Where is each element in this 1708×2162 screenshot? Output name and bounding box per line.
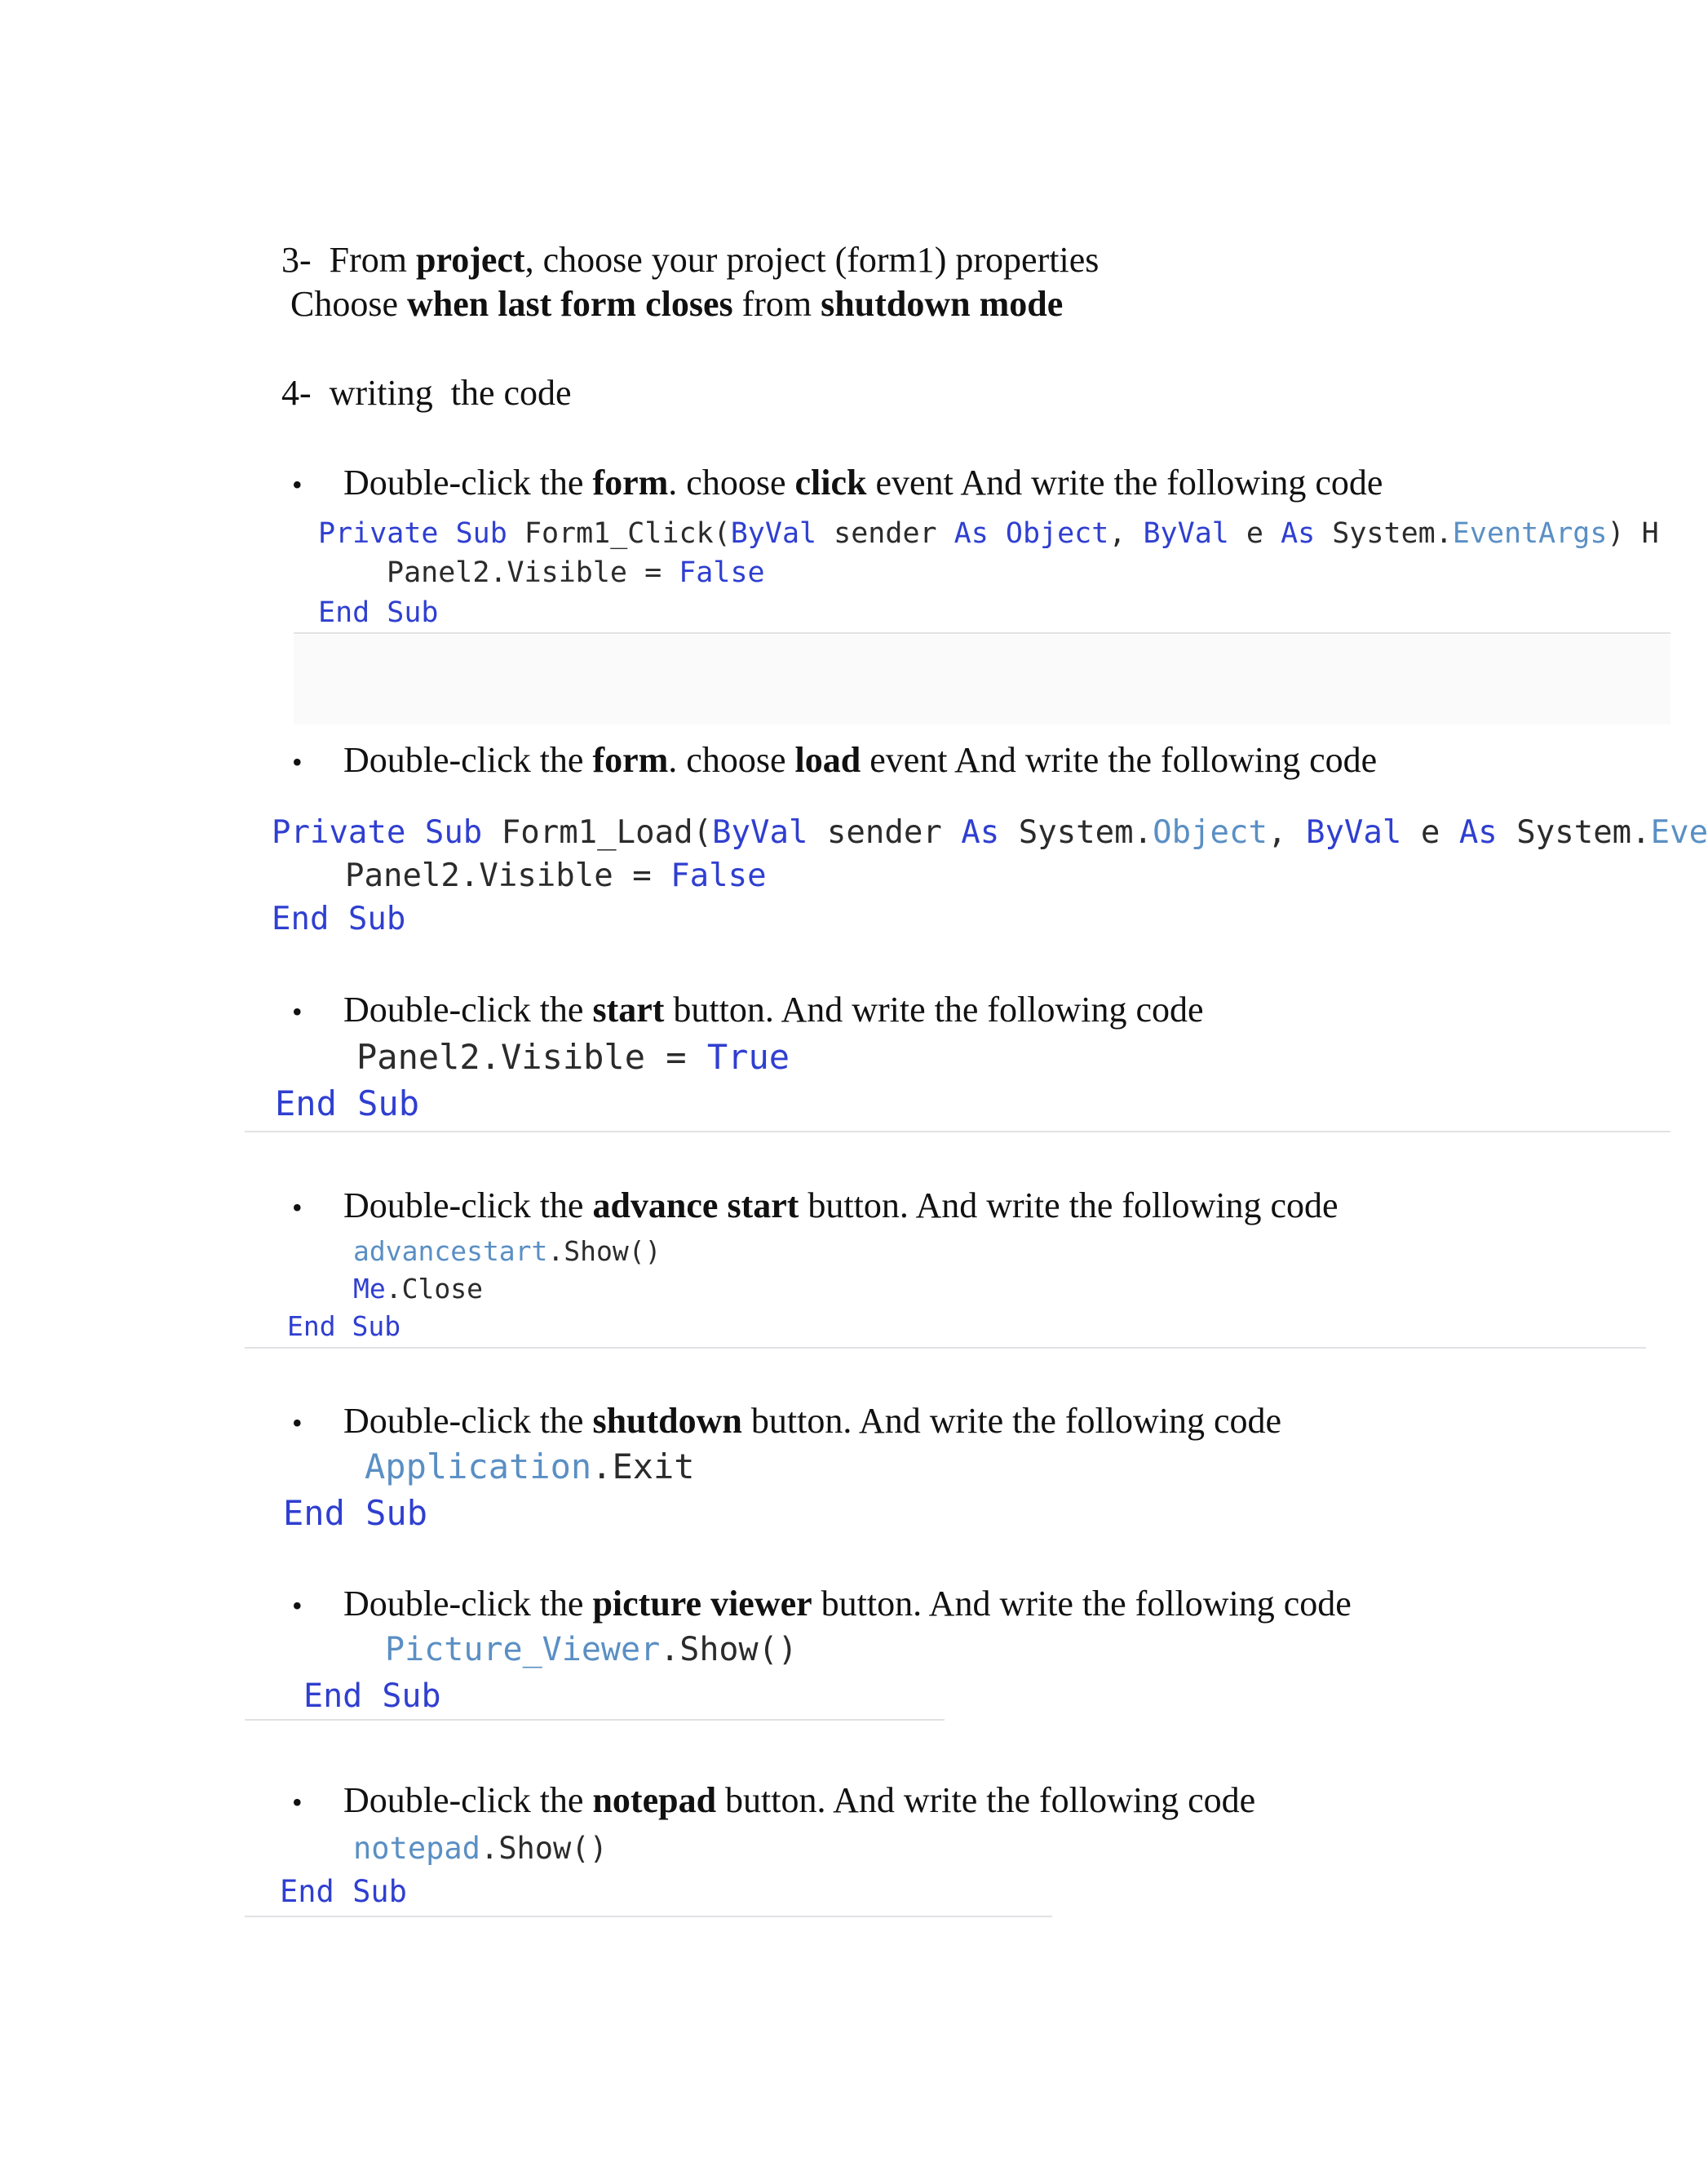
code-background xyxy=(294,635,1670,724)
bullet-icon: • xyxy=(292,1786,303,1819)
instruction-form-click: Double-click the form. choose click event And write the following code xyxy=(343,463,1383,503)
code-line: Panel2.Visible = False xyxy=(345,857,767,894)
code-line: Picture_Viewer.Show() xyxy=(385,1631,798,1668)
instruction-start-button: Double-click the start button. And write the following code xyxy=(343,990,1204,1030)
bullet-icon: • xyxy=(292,1407,303,1439)
code-line: Me.Close xyxy=(353,1273,483,1305)
instruction-shutdown-button: Double-click the shutdown button. And write the following code xyxy=(343,1401,1282,1441)
code-line: Application.Exit xyxy=(365,1447,695,1486)
step-3-line-2: Choose when last form closes from shutdown mode xyxy=(281,284,1064,324)
code-separator xyxy=(245,1347,1646,1349)
code-separator xyxy=(245,1131,1670,1132)
code-line: End Sub xyxy=(303,1677,441,1715)
code-line: End Sub xyxy=(318,596,439,629)
instruction-notepad-button: Double-click the notepad button. And write the following code xyxy=(343,1780,1256,1820)
bullet-icon: • xyxy=(292,746,303,778)
step-3-line-1: 3- From project, choose your project (form1) properties xyxy=(281,240,1100,280)
code-line: End Sub xyxy=(287,1310,401,1342)
bullet-icon: • xyxy=(292,1589,303,1622)
instruction-picture-viewer-button: Double-click the picture viewer button. And write the following code xyxy=(343,1584,1352,1624)
code-line: End Sub xyxy=(280,1874,407,1909)
code-line: Panel2.Visible = False xyxy=(387,556,765,589)
code-separator xyxy=(245,1719,945,1721)
code-line: advancestart.Show() xyxy=(353,1235,662,1267)
bullet-icon: • xyxy=(292,468,303,501)
code-line: Panel2.Visible = True xyxy=(356,1037,790,1077)
bullet-icon: • xyxy=(292,1191,303,1224)
step-4-heading: 4- writing the code xyxy=(281,373,572,413)
code-line: Private Sub Form1_Load(ByVal sender As System.Object, ByVal e As System.Eve xyxy=(272,814,1708,851)
code-line: End Sub xyxy=(272,901,406,937)
instruction-advance-start-button: Double-click the advance start button. And write the following code xyxy=(343,1185,1339,1225)
code-separator xyxy=(294,632,1670,634)
code-line: End Sub xyxy=(283,1493,428,1533)
code-line: End Sub xyxy=(275,1083,420,1123)
code-line: notepad.Show() xyxy=(353,1831,608,1866)
code-separator xyxy=(245,1916,1052,1917)
bullet-icon: • xyxy=(292,995,303,1028)
instruction-form-load: Double-click the form. choose load event And write the following code xyxy=(343,740,1378,780)
code-line: Private Sub Form1_Click(ByVal sender As Object, ByVal e As System.EventArgs) H xyxy=(318,517,1659,550)
